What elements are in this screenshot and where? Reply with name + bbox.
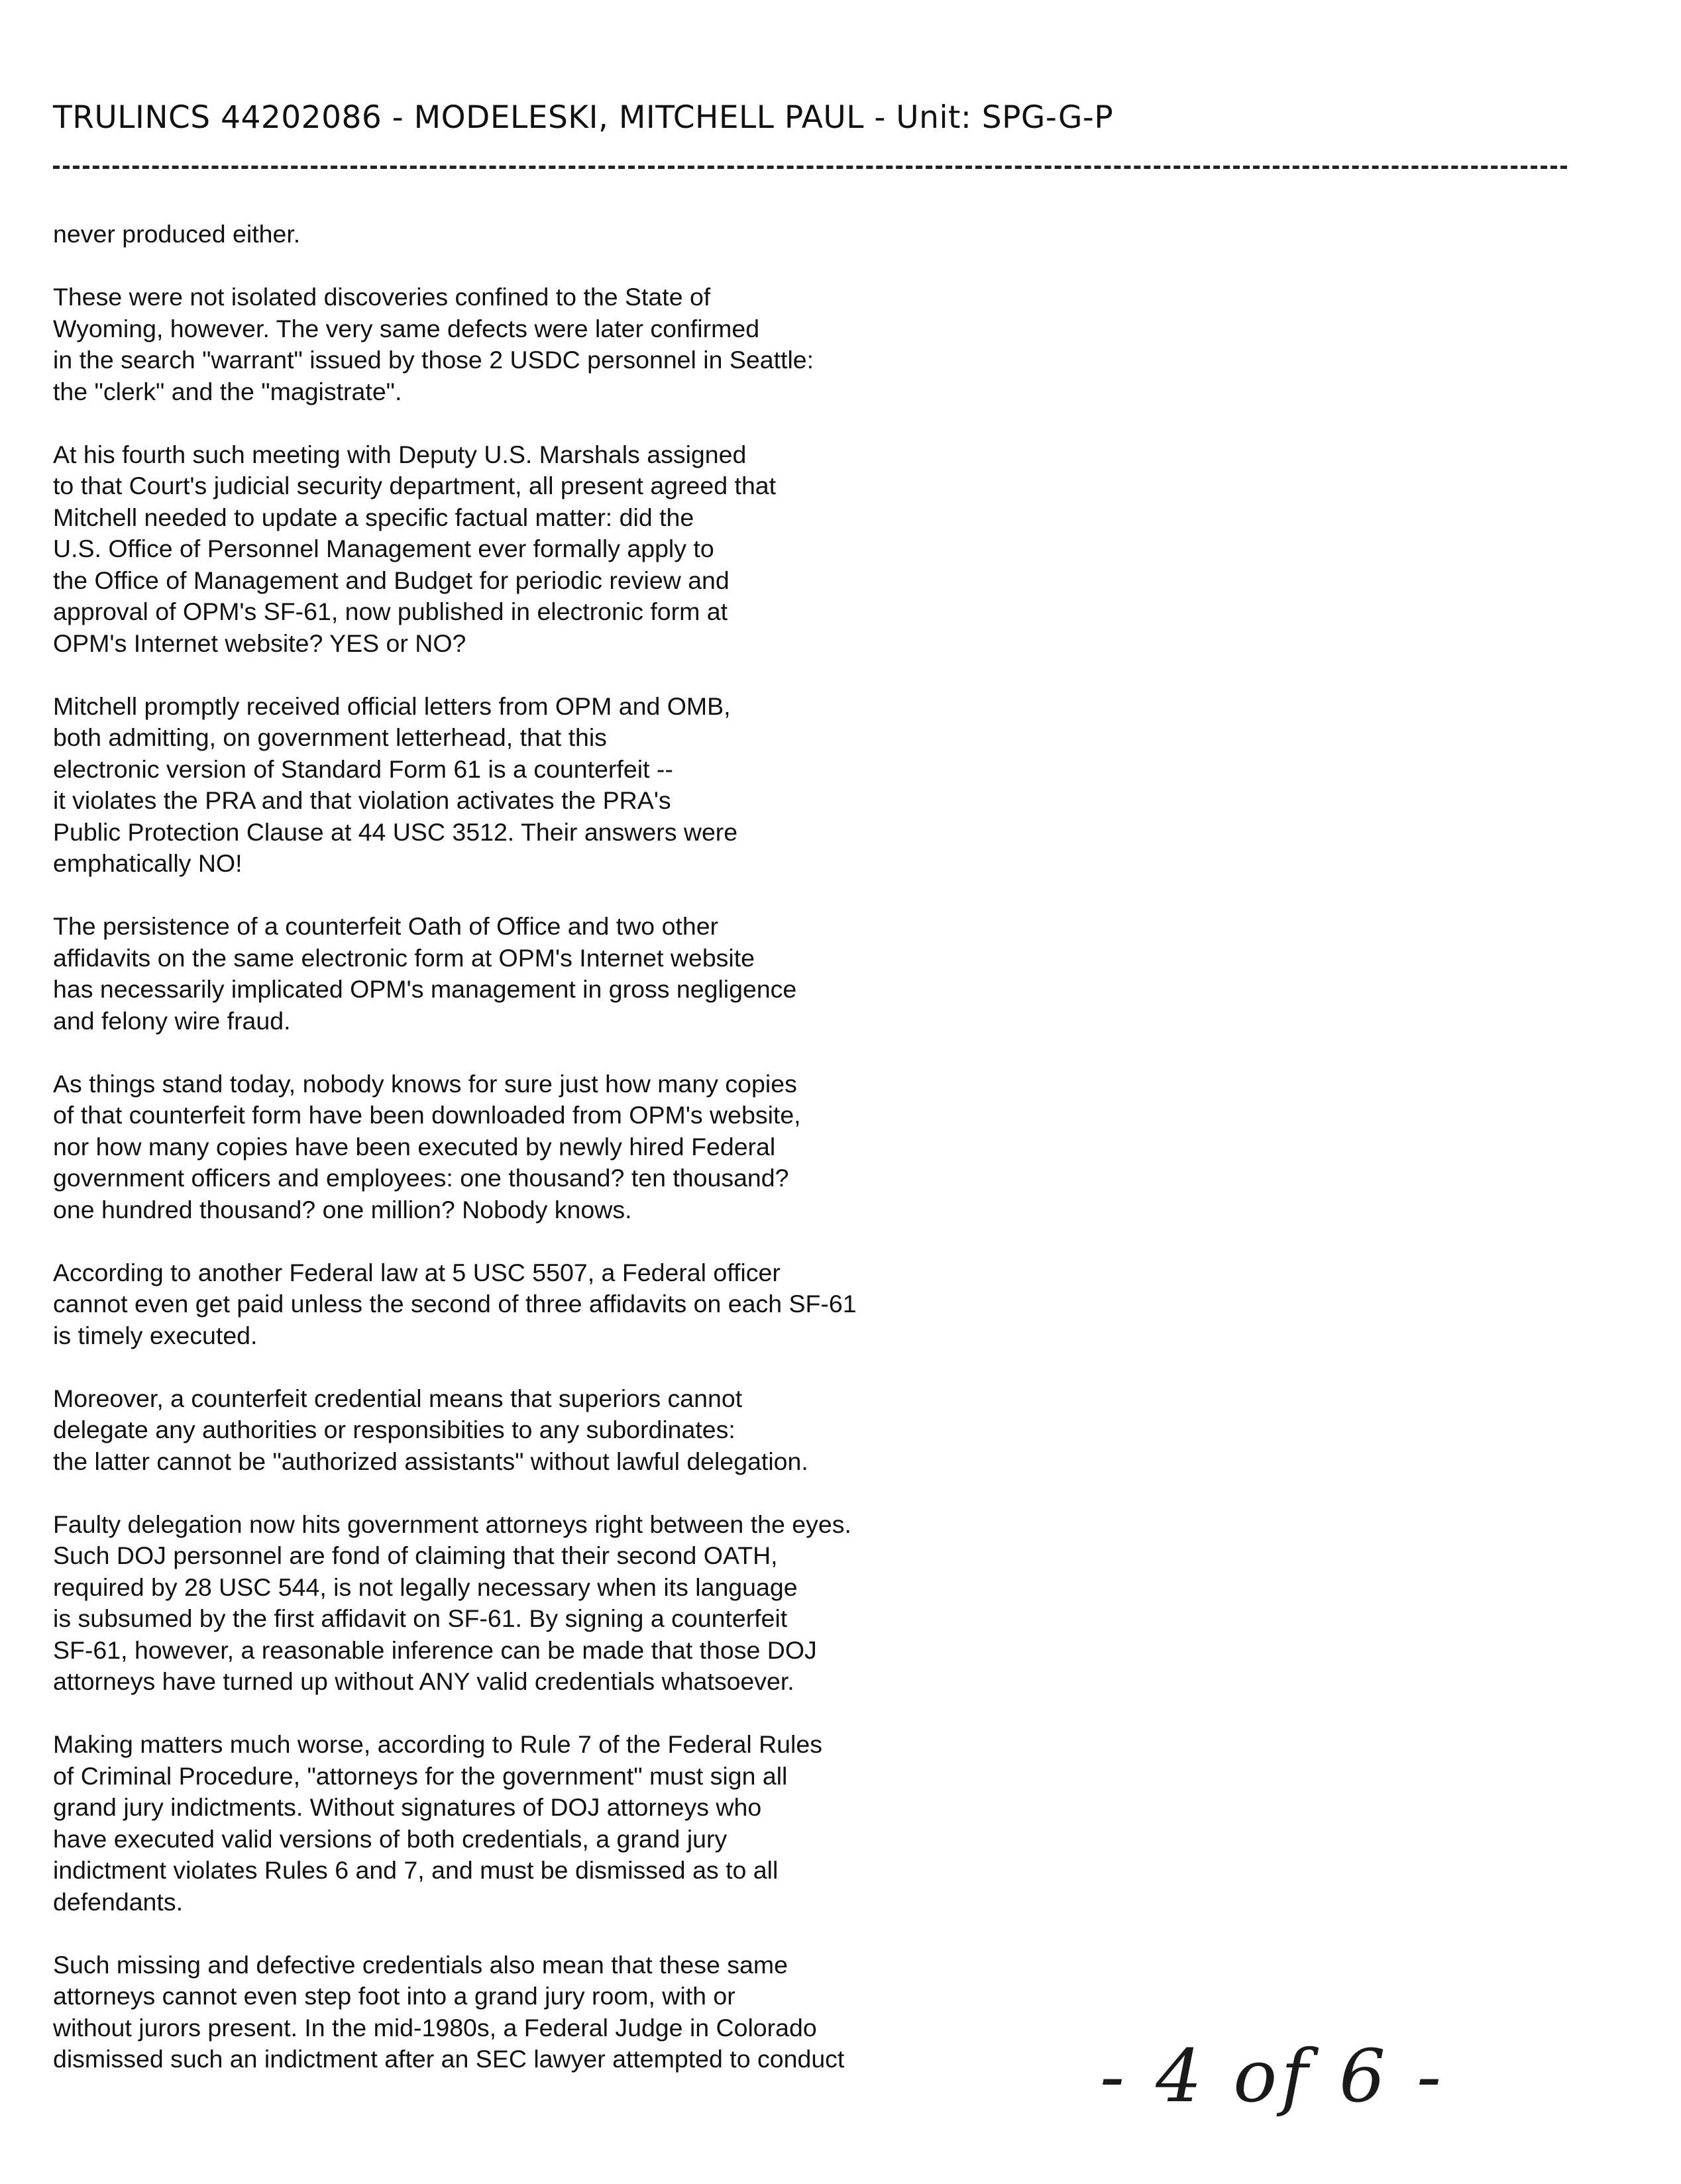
text-line: grand jury indictments. Without signatures of DOJ attorneys who xyxy=(53,1793,762,1821)
text-line: has necessarily implicated OPM's management in gross negligence xyxy=(53,975,797,1003)
text-line: and felony wire fraud. xyxy=(53,1006,291,1035)
letter-body xyxy=(53,219,981,2106)
text-line: have executed valid versions of both credentials, a grand jury xyxy=(53,1824,728,1853)
text-line: attorneys cannot even step foot into a grand jury room, with or xyxy=(53,1982,735,2010)
text-line: the latter cannot be "authorized assistants" without lawful delegation. xyxy=(53,1447,808,1475)
text-line: nor how many copies have been executed by newly hired Federal xyxy=(53,1132,776,1161)
body-paragraph xyxy=(53,911,981,1037)
text-line: of Criminal Procedure, "attorneys for the government" must sign all xyxy=(53,1761,788,1790)
text-line: to that Court's judicial security department, all present agreed that xyxy=(53,472,777,499)
text-line: one hundred thousand? one million? Nobody knows. xyxy=(53,1195,632,1223)
text-line: At his fourth such meeting with Deputy U.S. Marshals assigned xyxy=(53,440,747,468)
text-line: Public Protection Clause at 44 USC 3512. Their answers were xyxy=(53,817,738,846)
text-line: defendants. xyxy=(53,1887,183,1916)
text-line: never produced either. xyxy=(53,220,301,248)
text-line: both admitting, on government letterhead, that this xyxy=(53,723,607,751)
text-line: approval of OPM's SF-61, now published in electronic form at xyxy=(53,598,728,625)
text-line: in the search "warrant" issued by those 2 USDC personnel in Seattle: xyxy=(53,346,814,374)
text-line: As things stand today, nobody knows for sure just how many copies xyxy=(53,1069,797,1098)
text-line: Faulty delegation now hits government attorneys right between the eyes. xyxy=(53,1510,851,1538)
text-line: government officers and employees: one thousand? ten thousand? xyxy=(53,1164,789,1192)
text-line: Making matters much worse, according to Rule 7 of the Federal Rules xyxy=(53,1730,822,1758)
text-line: it violates the PRA and that violation activates the PRA's xyxy=(53,786,671,814)
body-paragraph xyxy=(53,282,981,407)
dashed-divider xyxy=(53,166,1567,169)
body-paragraph xyxy=(53,1729,981,1918)
text-line: required by 28 USC 544, is not legally necessary when its language xyxy=(53,1573,798,1601)
text-line: OPM's Internet website? YES or NO? xyxy=(53,629,466,657)
text-line: Wyoming, however. The very same defects were later confirmed xyxy=(53,314,760,342)
text-line: delegate any authorities or responsibities to any subordinates: xyxy=(53,1416,735,1443)
body-paragraph xyxy=(53,1950,981,2075)
body-paragraph xyxy=(53,1383,981,1478)
text-line: These were not isolated discoveries confined to the State of xyxy=(53,283,711,311)
body-paragraph xyxy=(53,1257,981,1352)
body-paragraph xyxy=(53,439,981,660)
text-line: SF-61, however, a reasonable inference can be made that those DOJ xyxy=(53,1636,817,1664)
text-line: electronic version of Standard Form 61 is a counterfeit -- xyxy=(53,754,673,783)
body-paragraph xyxy=(53,1509,981,1698)
text-line: of that counterfeit form have been downloaded from OPM's website, xyxy=(53,1101,801,1129)
text-line: Such DOJ personnel are fond of claiming that their second OATH, xyxy=(53,1541,778,1569)
text-line: cannot even get paid unless the second of three affidavits on each SF-61 xyxy=(53,1290,857,1318)
text-line: U.S. Office of Personnel Management ever formally apply to xyxy=(53,535,714,562)
text-line: The persistence of a counterfeit Oath of Office and two other xyxy=(53,912,719,940)
text-line: attorneys have turned up without ANY valid credentials whatsoever. xyxy=(53,1667,794,1695)
handwritten-page-number: - 4 of 6 - xyxy=(1100,2034,1446,2118)
text-line: Such missing and defective credentials also mean that these same xyxy=(53,1950,788,1979)
text-line: dismissed such an indictment after an SEC lawyer attempted to conduct xyxy=(53,2045,845,2073)
text-line: According to another Federal law at 5 USC 5507, a Federal officer xyxy=(53,1258,781,1286)
body-paragraph xyxy=(53,1068,981,1226)
text-line: Mitchell needed to update a specific factual matter: did the xyxy=(53,503,694,531)
text-line: the Office of Management and Budget for periodic review and xyxy=(53,566,730,594)
document-header: TRULINCS 44202086 - MODELESKI, MITCHELL PAUL - Unit: SPG-G-P xyxy=(53,99,1114,136)
text-line: affidavits on the same electronic form at OPM's Internet website xyxy=(53,943,755,972)
body-paragraph xyxy=(53,691,981,880)
text-line: indictment violates Rules 6 and 7, and must be dismissed as to all xyxy=(53,1856,779,1884)
text-line: Mitchell promptly received official letters from OPM and OMB, xyxy=(53,692,731,720)
text-line: Moreover, a counterfeit credential means that superiors cannot xyxy=(53,1384,743,1412)
text-line: is subsumed by the first affidavit on SF-61. By signing a counterfeit xyxy=(53,1604,788,1632)
text-line: emphatically NO! xyxy=(53,849,243,877)
text-line: the "clerk" and the "magistrate". xyxy=(53,377,402,405)
text-line: without jurors present. In the mid-1980s, a Federal Judge in Colorado xyxy=(53,2013,817,2042)
text-line: is timely executed. xyxy=(53,1321,258,1349)
body-paragraph xyxy=(53,219,981,250)
